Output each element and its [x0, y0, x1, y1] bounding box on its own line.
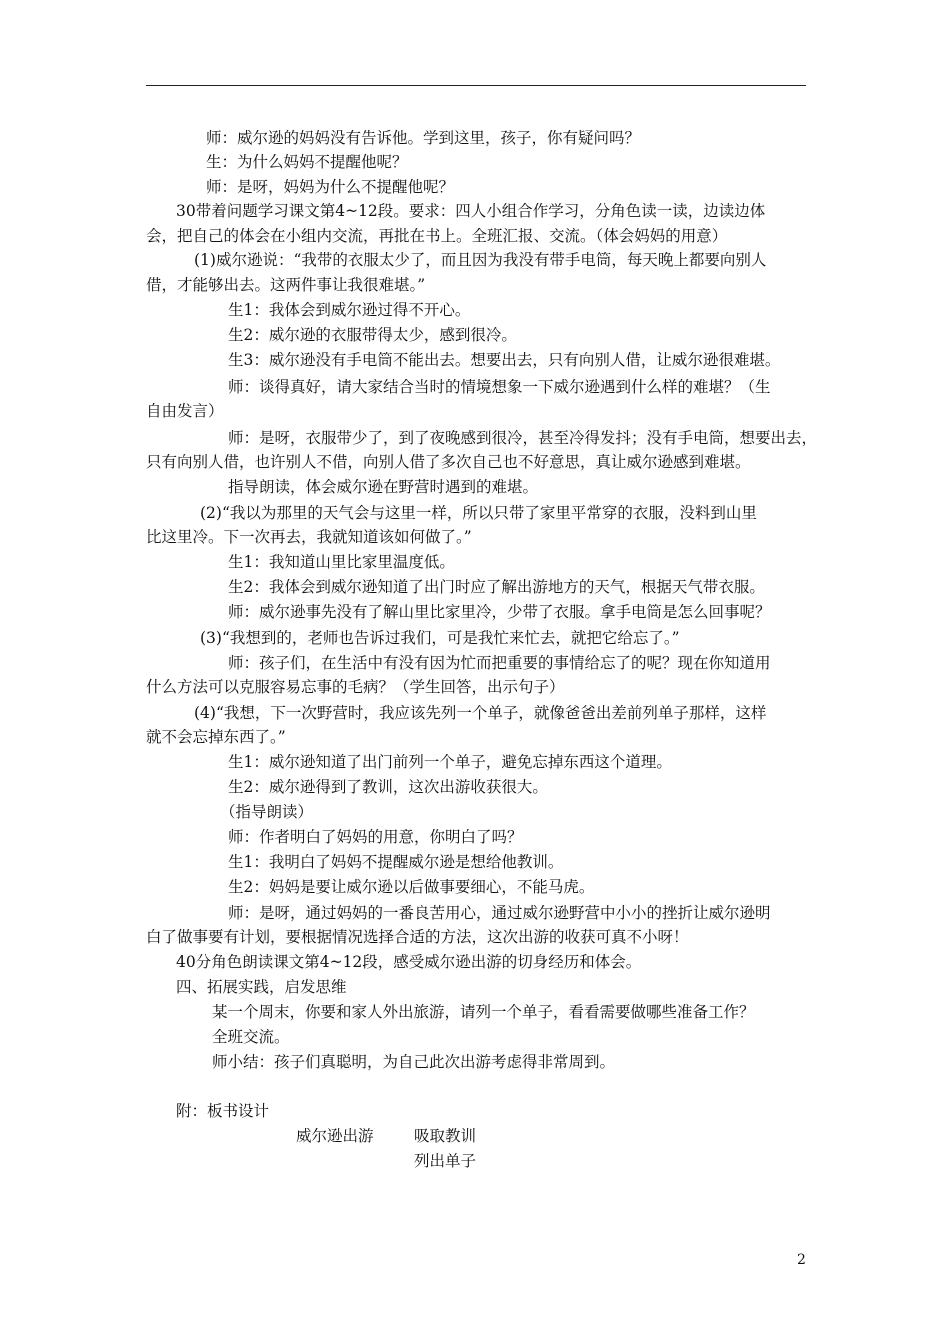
- text-line: 师：威尔逊的妈妈没有告诉他。学到这里，孩子，你有疑问吗？: [206, 129, 641, 147]
- text-line: 师：是呀，衣服带少了，到了夜晚感到很冷，甚至冷得发抖；没有手电筒，想要出去，: [228, 429, 818, 447]
- section-heading: 四、拓展实践，启发思维: [176, 978, 347, 996]
- text-line: 生1：威尔逊知道了出门前列一个单子，避免忘掉东西这个道理。: [228, 753, 672, 771]
- text-line: 指导朗读，体会威尔逊在野营时遇到的难堪。: [228, 478, 539, 496]
- text-line: 会，把自己的体会在小组内交流，再批在书上。全班汇报、交流。（体会妈妈的用意）: [146, 227, 728, 245]
- text-line: 师：威尔逊事先没有了解山里比家里冷，少带了衣服。拿手电筒是怎么回事呢？: [228, 603, 771, 621]
- text-line: 生2：妈妈是要让威尔逊以后做事要细心，不能马虎。: [228, 878, 595, 896]
- text-line: 师：作者明白了妈妈的用意，你明白了吗？: [228, 828, 523, 846]
- text-line: 白了做事要有计划，要根据情况选择合适的方法，这次出游的收获可真不小呀！: [146, 928, 689, 946]
- board-item: 吸取教训: [414, 1127, 477, 1145]
- text-line: 借，才能够出去。这两件事让我很难堪。”: [146, 276, 426, 294]
- text-line: 生2：威尔逊的衣服带得太少，感到很冷。: [228, 326, 517, 344]
- text-line: 全班交流。: [212, 1028, 290, 1046]
- text-line: 师：谈得真好，请大家结合当时的情境想象一下威尔逊遇到什么样的难堪？（生: [228, 378, 771, 396]
- header-rule: [146, 85, 806, 86]
- text-line: 生：为什么妈妈不提醒他呢？: [206, 153, 408, 171]
- text-line: 生1：我体会到威尔逊过得不开心。: [228, 301, 471, 319]
- board-design-heading: 附：板书设计: [176, 1102, 270, 1120]
- text-line: 某一个周末，你要和家人外出旅游，请列一个单子，看看需要做哪些准备工作？: [212, 1003, 755, 1021]
- text-line: (4)“我想，下一次野营时，我应该先列一个单子，就像爸爸出差前列单子那样，这样: [194, 704, 767, 722]
- text-line: (3)“我想到的，老师也告诉过我们，可是我忙来忙去，就把它给忘了。”: [200, 629, 680, 647]
- text-line: (2)“我以为那里的天气会与这里一样，所以只带了家里平常穿的衣服，没料到山里: [200, 504, 757, 522]
- text-line: (1)威尔逊说：“我带的衣服太少了，而且因为我没有带手电筒，每天晚上都要向别人: [194, 251, 767, 269]
- text-line: 师：是呀，通过妈妈的一番良苦用心，通过威尔逊野营中小小的挫折让威尔逊明: [228, 904, 771, 922]
- text-line: 生3：威尔逊没有手电筒不能出去。想要出去，只有向别人借，让威尔逊很难堪。: [228, 351, 781, 369]
- text-line: 30带着问题学习课文第4~12段。要求：四人小组合作学习，分角色读一读，边读边体: [176, 202, 766, 220]
- text-line: 师：是呀，妈妈为什么不提醒他呢？: [206, 178, 455, 196]
- page-number: 2: [797, 1252, 806, 1268]
- text-line: 师：孩子们，在生活中有没有因为忙而把重要的事情给忘了的呢？现在你知道用: [228, 654, 771, 672]
- text-line: 什么方法可以克服容易忘事的毛病？（学生回答，出示句子）: [146, 678, 565, 696]
- text-line: 比这里冷。下一次再去，我就知道该如何做了。”: [146, 528, 472, 546]
- board-item: 威尔逊出游: [296, 1127, 374, 1145]
- board-item: 列出单子: [414, 1152, 477, 1170]
- text-line: 只有向别人借，也许别人不借，向别人借了多次自己也不好意思，真让威尔逊感到难堪。: [146, 453, 751, 471]
- text-line: 生1：我明白了妈妈不提醒威尔逊是想给他教训。: [228, 853, 564, 871]
- text-line: 生2：威尔逊得到了教训，这次出游收获很大。: [228, 778, 548, 796]
- text-line: 师小结：孩子们真聪明，为自己此次出游考虑得非常周到。: [212, 1053, 616, 1071]
- text-line: 生2：我体会到威尔逊知道了出门时应了解出游地方的天气，根据天气带衣服。: [228, 578, 765, 596]
- text-line: 自由发言）: [146, 402, 224, 420]
- text-line: （指导朗读）: [220, 803, 314, 821]
- text-line: 就不会忘掉东西了。”: [146, 728, 286, 746]
- text-line: 生1：我知道山里比家里温度低。: [228, 553, 455, 571]
- text-line: 40分角色朗读课文第4~12段，感受威尔逊出游的切身经历和体会。: [176, 953, 642, 971]
